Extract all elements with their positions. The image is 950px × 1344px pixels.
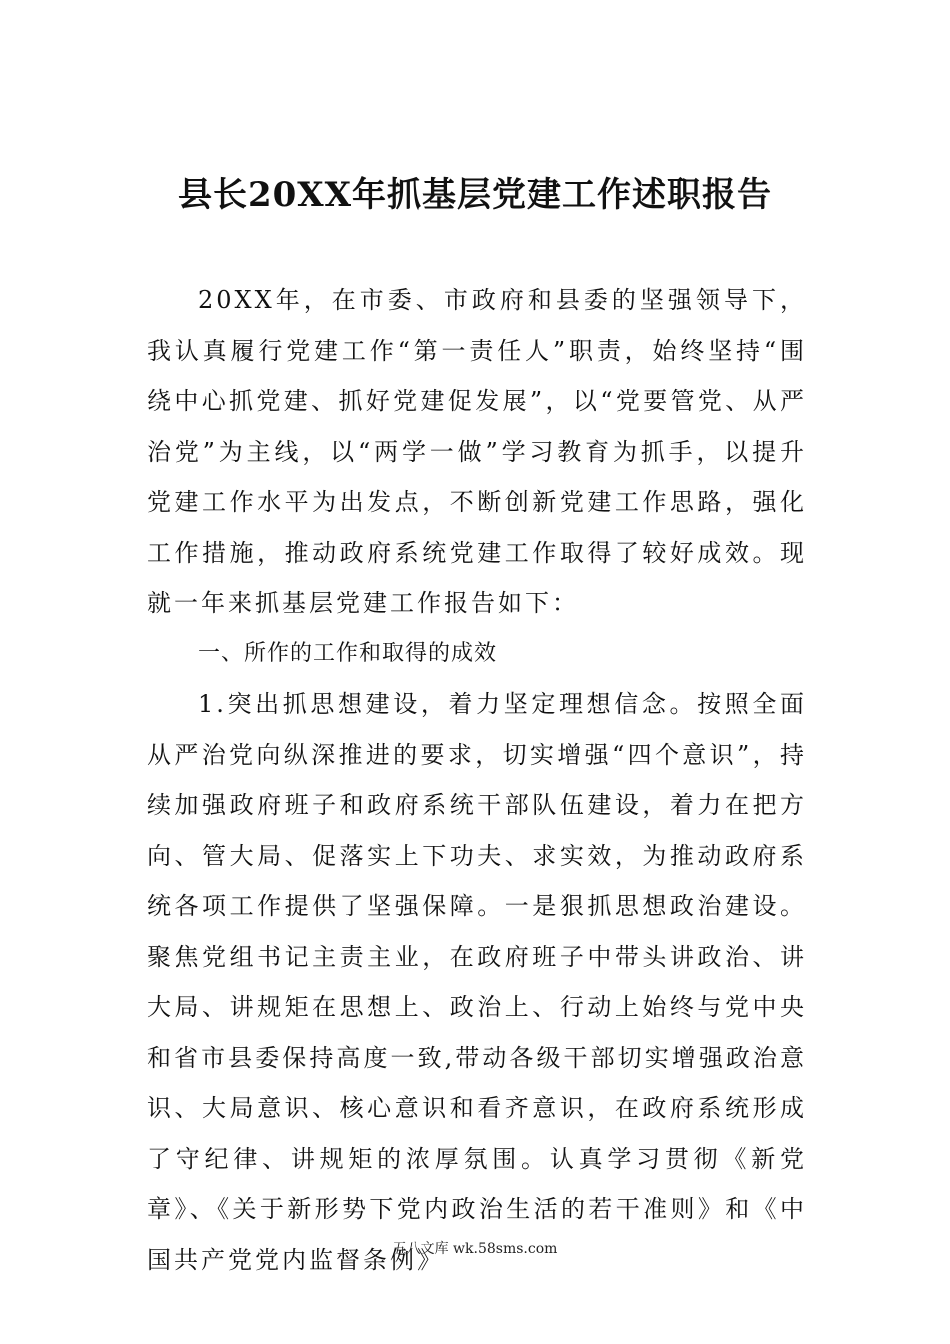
document-body (147, 275, 807, 1285)
footer-watermark: 五八文库 wk.58sms.com (392, 1241, 558, 1257)
body-paragraph: 1.突出抓思想建设，着力坚定理想信念。按照全面从严治党向纵深推进的要求，切实增强“四个意识”，持续加强政府班子和政府系统干部队伍建设，着力在把方向、管大局、促落实上下功夫、求实效，为推动政府系统各项工作提供了坚强保障。一是狠抓思想政治建设。聚焦党组书记主责主业，在政府班子中带头讲政治、讲大局、讲规矩在思想上、政治上、行动上始终与党中央和省市县委保持高度一致,带动各级干部切实增强政治意识、大局意识、核心意识和看齐意识，在政府系统形成了守纪律、讲规矩的浓厚氛围。认真学习贯彻《新党章》、《关于新形势下党内政治生活的若干准则》和《中国共产党党内监督条例》 (147, 690, 807, 1274)
page-title: 县长20XX年抓基层党建工作述职报告 (177, 175, 773, 215)
section-heading: 一、所作的工作和取得的成效 (198, 640, 498, 666)
intro-paragraph: 20XX年，在市委、市政府和县委的坚强领导下，我认真履行党建工作“第一责任人”职责，始终坚持“围绕中心抓党建、抓好党建促发展”，以“党要管党、从严治党”为主线，以“两学一做”学习教育为抓手，以提升党建工作水平为出发点，不断创新党建工作思路，强化工作措施，推动政府系统党建工作取得了较好成效。现就一年来抓基层党建工作报告如下： (147, 286, 807, 617)
